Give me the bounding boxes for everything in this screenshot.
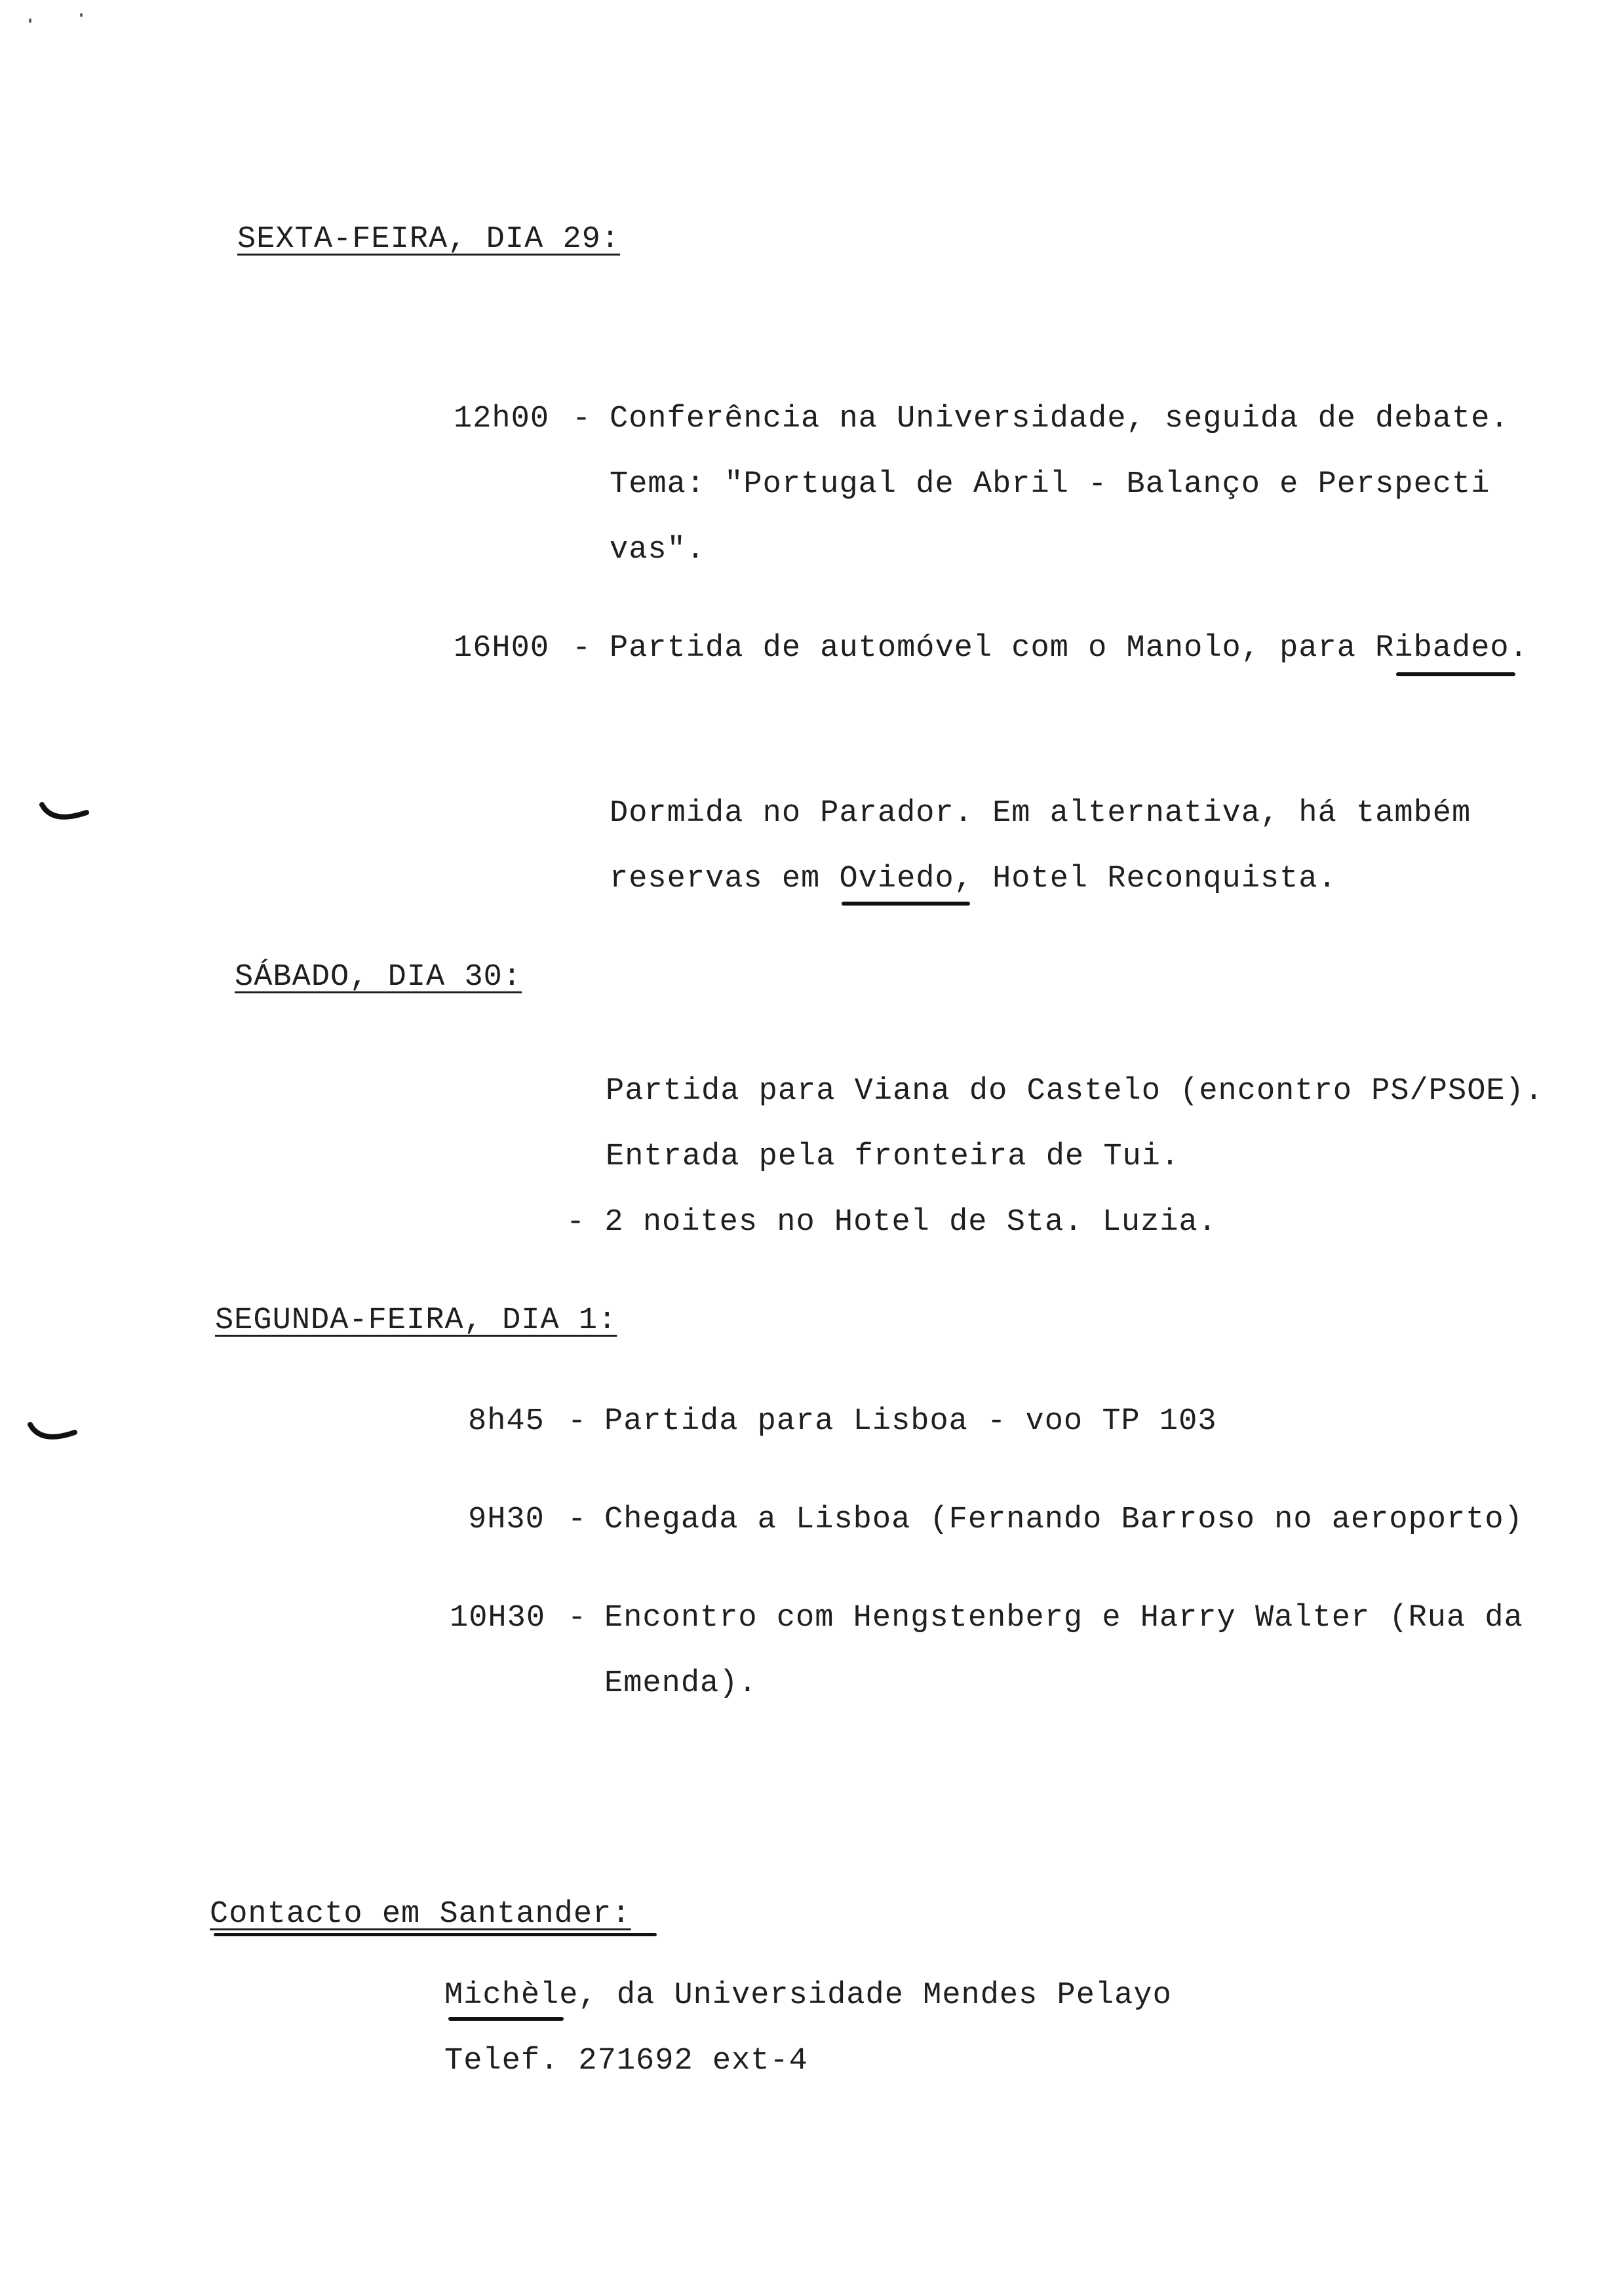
entry-time: 10H30 [450, 1601, 546, 1636]
entry-line: Entrada pela fronteira de Tui. [606, 1139, 1180, 1174]
entry-line: Encontro com Hengstenberg e Harry Walter (Rua da [604, 1601, 1523, 1636]
entry-line: Emenda). [604, 1666, 758, 1701]
entry-separator: - [572, 631, 592, 666]
paper-speck [80, 13, 83, 17]
entry-time: 8h45 [468, 1404, 545, 1439]
entry-separator: - [568, 1502, 587, 1537]
entry-line: reservas em Oviedo, Hotel Reconquista. [610, 862, 1337, 896]
day-heading-friday: SEXTA-FEIRA, DIA 29: [237, 222, 621, 257]
entry-line: Partida para Lisboa - voo TP 103 [604, 1404, 1217, 1439]
entry-line: Conferência na Universidade, seguida de debate. [610, 402, 1509, 436]
day-heading-saturday: SÁBADO, DIA 30: [235, 960, 522, 995]
handwritten-underline [1396, 672, 1515, 676]
contact-line: Telef. 271692 ext-4 [444, 2044, 808, 2078]
margin-tick-mark [26, 1421, 79, 1447]
entry-separator: - [568, 1601, 587, 1636]
entry-time: 9H30 [468, 1502, 545, 1537]
handwritten-underline [842, 902, 970, 906]
entry-line: Dormida no Parador. Em alternativa, há também [610, 796, 1471, 831]
contact-line: Michèle, da Universidade Mendes Pelayo [444, 1978, 1172, 2013]
handwritten-underline [214, 1933, 657, 1936]
entry-time: 12h00 [454, 402, 550, 436]
contact-heading: Contacto em Santander: [210, 1897, 631, 1932]
entry-separator: - [568, 1404, 587, 1439]
margin-tick-mark [38, 801, 90, 827]
paper-speck [29, 18, 31, 23]
handwritten-underline [448, 2017, 564, 2021]
entry-separator: - [572, 402, 592, 436]
entry-line: Chegada a Lisboa (Fernando Barroso no aeroporto) [604, 1502, 1523, 1537]
entry-time: 16H00 [454, 631, 550, 666]
entry-line: vas". [610, 533, 706, 567]
entry-line: Tema: "Portugal de Abril - Balanço e Perspecti [610, 467, 1490, 502]
entry-line: - 2 noites no Hotel de Sta. Luzia. [566, 1205, 1217, 1240]
entry-line: Partida para Viana do Castelo (encontro PS/PSOE). [606, 1074, 1544, 1109]
entry-line: Partida de automóvel com o Manolo, para Ribadeo. [610, 631, 1528, 666]
day-heading-monday: SEGUNDA-FEIRA, DIA 1: [215, 1303, 617, 1338]
